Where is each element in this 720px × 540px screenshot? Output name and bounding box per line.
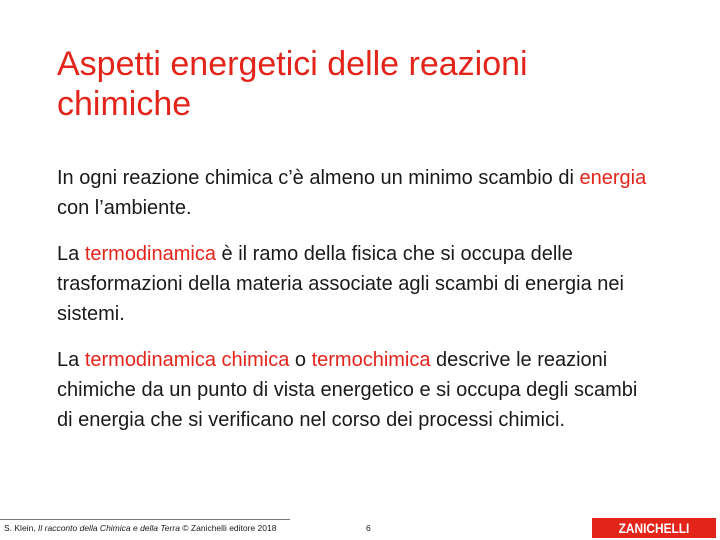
highlighted-term: termochimica [311,349,431,371]
slide-body [57,163,657,451]
credit-copyright: © Zanichelli editore 2018 [179,523,277,533]
paragraph-text: La [57,243,85,265]
footer-credit [4,522,276,534]
credit-book-title: Il racconto della Chimica e della Terra [38,523,180,533]
slide-title [57,44,677,124]
paragraph-text: descrive le reazioni chimiche da un punto di vista energetico e si occupa degli scambi di energia che si verificano nel corso dei processi chimici. [57,349,638,431]
paragraph-text: o [289,349,312,371]
page-number: 6 [366,523,371,533]
highlighted-term: energia [579,167,647,189]
publisher-logo [592,518,716,538]
paragraph-text: In ogni reazione chimica c’è almeno un minimo scambio di [57,167,580,189]
paragraph-2 [57,239,657,329]
publisher-logo-text: ZANICHELLI [618,520,690,536]
paragraph-text: con l’ambiente. [57,197,192,219]
slide-title-line-2: chimiche [57,85,192,123]
paragraph-text: è il ramo della fisica che si occupa delle trasformazioni della materia associate agli scambi di energia nei sistemi. [57,243,624,325]
paragraph-1 [57,163,657,223]
slide-title-line-1: Aspetti energetici delle reazioni [57,45,528,83]
paragraph-text: La [57,349,85,371]
highlighted-term: termodinamica [84,243,216,265]
paragraph-3 [57,345,657,435]
highlighted-term: termodinamica chimica [84,349,290,371]
credit-author: S. Klein, [4,523,39,533]
footer-divider [0,519,290,520]
